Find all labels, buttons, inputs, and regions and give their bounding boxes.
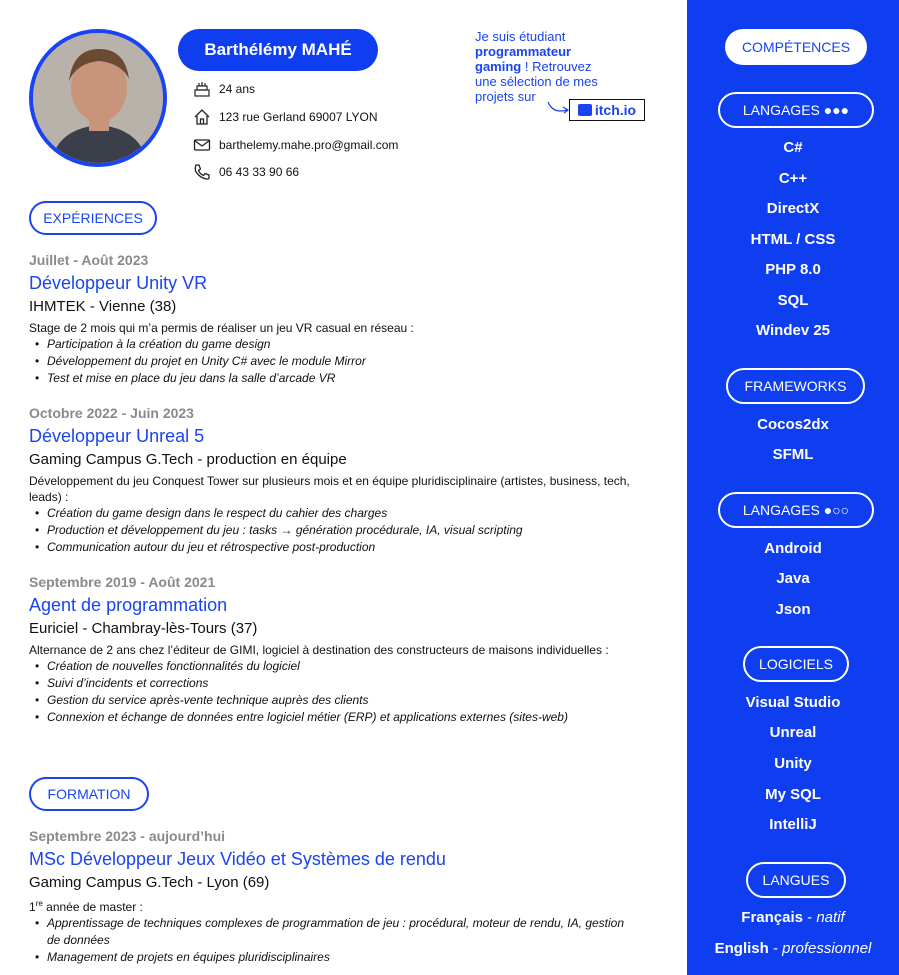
language-name: English <box>714 940 769 957</box>
experience-item <box>29 572 669 726</box>
bullet-item: • Test et mise en place du jeu dans la salle d’arcade VR <box>47 370 669 387</box>
language-name: Français <box>741 909 803 926</box>
intro-line: projets sur <box>475 89 536 104</box>
bullet-item: • Connexion et échange de données entre logiciel métier (ERP) et applications externes (sites-web) <box>47 709 669 726</box>
address-text: 123 rue Gerland 69007 LYON <box>219 110 378 124</box>
skill-item: IntelliJ <box>769 816 817 833</box>
desc-ordinal-suffix: re <box>35 899 43 908</box>
spoken-language-row <box>687 908 899 928</box>
itch-link[interactable] <box>569 99 645 121</box>
software-heading: LOGICIELS <box>743 646 849 682</box>
desc-text: année de master : <box>42 900 143 914</box>
name-badge: Barthélémy MAHÉ <box>178 29 378 71</box>
email-text[interactable]: barthelemy.mahe.pro@gmail.com <box>219 138 399 152</box>
job-description: Alternance de 2 ans chez l’éditeur de GIMI, logiciel à destination des constructeurs de maisons individuelles : <box>29 643 609 657</box>
address-row <box>193 108 378 126</box>
bullet-list <box>29 658 669 726</box>
school: Gaming Campus G.Tech - Lyon (69) <box>29 874 270 891</box>
phone-text[interactable]: 06 43 33 90 66 <box>219 165 300 179</box>
degree-title: MSc Développeur Jeux Vidéo et Systèmes de rendu <box>29 849 446 869</box>
bullet-item: • Création du game design dans le respect du cahier des charges <box>47 505 669 522</box>
language-level: professionnel <box>782 940 872 957</box>
period: Septembre 2023 - aujourd’hui <box>29 828 226 844</box>
competences-heading: COMPÉTENCES <box>725 29 867 65</box>
bullet-item: • Participation à la création du game design <box>47 336 669 353</box>
arrow-icon <box>547 100 571 116</box>
skill-item: Android <box>764 540 822 557</box>
languages-basic-heading: LANGAGES ●○○ <box>718 492 874 528</box>
bullet-item: • Communication autour du jeu et rétrospective post-production <box>47 539 669 556</box>
company: Euriciel - Chambray-lès-Tours (37) <box>29 620 258 637</box>
skill-item: C++ <box>778 170 808 187</box>
skill-item: Json <box>775 601 811 618</box>
bullet-list <box>29 336 669 387</box>
itch-logo-icon <box>578 104 592 116</box>
language-level: natif <box>816 909 845 926</box>
languages-spoken-heading: LANGUES <box>746 862 846 898</box>
separator: - <box>768 940 783 957</box>
experiences-heading: EXPÉRIENCES <box>29 201 157 235</box>
formation-item <box>29 826 669 966</box>
skill-item: DirectX <box>766 200 820 217</box>
bullet-item: • Création de nouvelles fonctionnalités du logiciel <box>47 658 669 675</box>
phone-row <box>193 163 299 181</box>
spoken-language-row <box>687 939 899 959</box>
experience-item <box>29 403 669 556</box>
skill-item: PHP 8.0 <box>765 261 821 278</box>
skill-item: C# <box>783 139 803 156</box>
cake-icon <box>193 80 211 98</box>
skill-item: Java <box>776 570 810 587</box>
skill-item: SFML <box>772 446 814 463</box>
skill-item: Unreal <box>769 724 817 741</box>
intro-text <box>475 29 645 104</box>
bullet-list <box>29 915 669 966</box>
period: Septembre 2019 - Août 2021 <box>29 574 216 590</box>
formation-heading: FORMATION <box>29 777 149 811</box>
profile-photo <box>29 29 167 167</box>
job-title: Développeur Unreal 5 <box>29 426 205 446</box>
period: Octobre 2022 - Juin 2023 <box>29 405 194 421</box>
bullet-item: • Suivi d’incidents et corrections <box>47 675 669 692</box>
bullet-list <box>29 505 669 556</box>
mail-icon <box>193 136 211 154</box>
intro-line: ! Retrouvez <box>521 59 592 74</box>
company: Gaming Campus G.Tech - production en équipe <box>29 451 347 468</box>
skill-item: HTML / CSS <box>750 231 836 248</box>
bullet-item: • Production et développement du jeu : tasks → génération procédurale, IA, visual scripting <box>47 522 669 539</box>
itch-label: itch.io <box>594 102 637 118</box>
job-title: Développeur Unity VR <box>29 273 208 293</box>
skill-item: SQL <box>777 292 809 309</box>
phone-icon <box>193 163 211 181</box>
job-title: Agent de programmation <box>29 595 228 615</box>
separator: - <box>803 909 817 926</box>
skill-item: Windev 25 <box>755 322 831 339</box>
job-description: Stage de 2 mois qui m’a permis de réaliser un jeu VR casual en réseau : <box>29 321 414 335</box>
skill-item: Visual Studio <box>745 694 841 711</box>
home-icon <box>193 108 211 126</box>
bullet-item: • Management de projets en équipes pluridisciplinaires <box>47 949 669 966</box>
company: IHMTEK - Vienne (38) <box>29 298 177 315</box>
desc-ordinal: 1 <box>29 900 36 914</box>
intro-line: une sélection de mes <box>475 74 598 89</box>
period: Juillet - Août 2023 <box>29 252 149 268</box>
frameworks-heading: FRAMEWORKS <box>726 368 865 404</box>
intro-highlight: gaming <box>475 59 522 74</box>
bullet-item: • Apprentissage de techniques complexes de programmation de jeu : procédural, moteur de rendu, IA, gestion de données <box>47 915 627 949</box>
languages-expert-heading: LANGAGES ●●● <box>718 92 874 128</box>
experience-item <box>29 250 669 387</box>
skill-item: Unity <box>774 755 812 772</box>
formation-description <box>29 896 669 915</box>
age-text: 24 ans <box>219 82 256 96</box>
intro-highlight: programmateur <box>475 44 572 59</box>
bullet-item: • Développement du projet en Unity C# avec le module Mirror <box>47 353 669 370</box>
intro-line: Je suis étudiant <box>475 29 566 44</box>
age-row <box>193 80 255 98</box>
skill-item: My SQL <box>765 786 821 803</box>
email-row <box>193 136 398 154</box>
job-description: Développement du jeu Conquest Tower sur plusieurs mois et en équipe pluridisciplinaire (artistes, business, tech, leads) : <box>29 474 630 504</box>
skill-item: Cocos2dx <box>757 416 829 433</box>
bullet-item: • Gestion du service après-vente technique auprès des clients <box>47 692 669 709</box>
